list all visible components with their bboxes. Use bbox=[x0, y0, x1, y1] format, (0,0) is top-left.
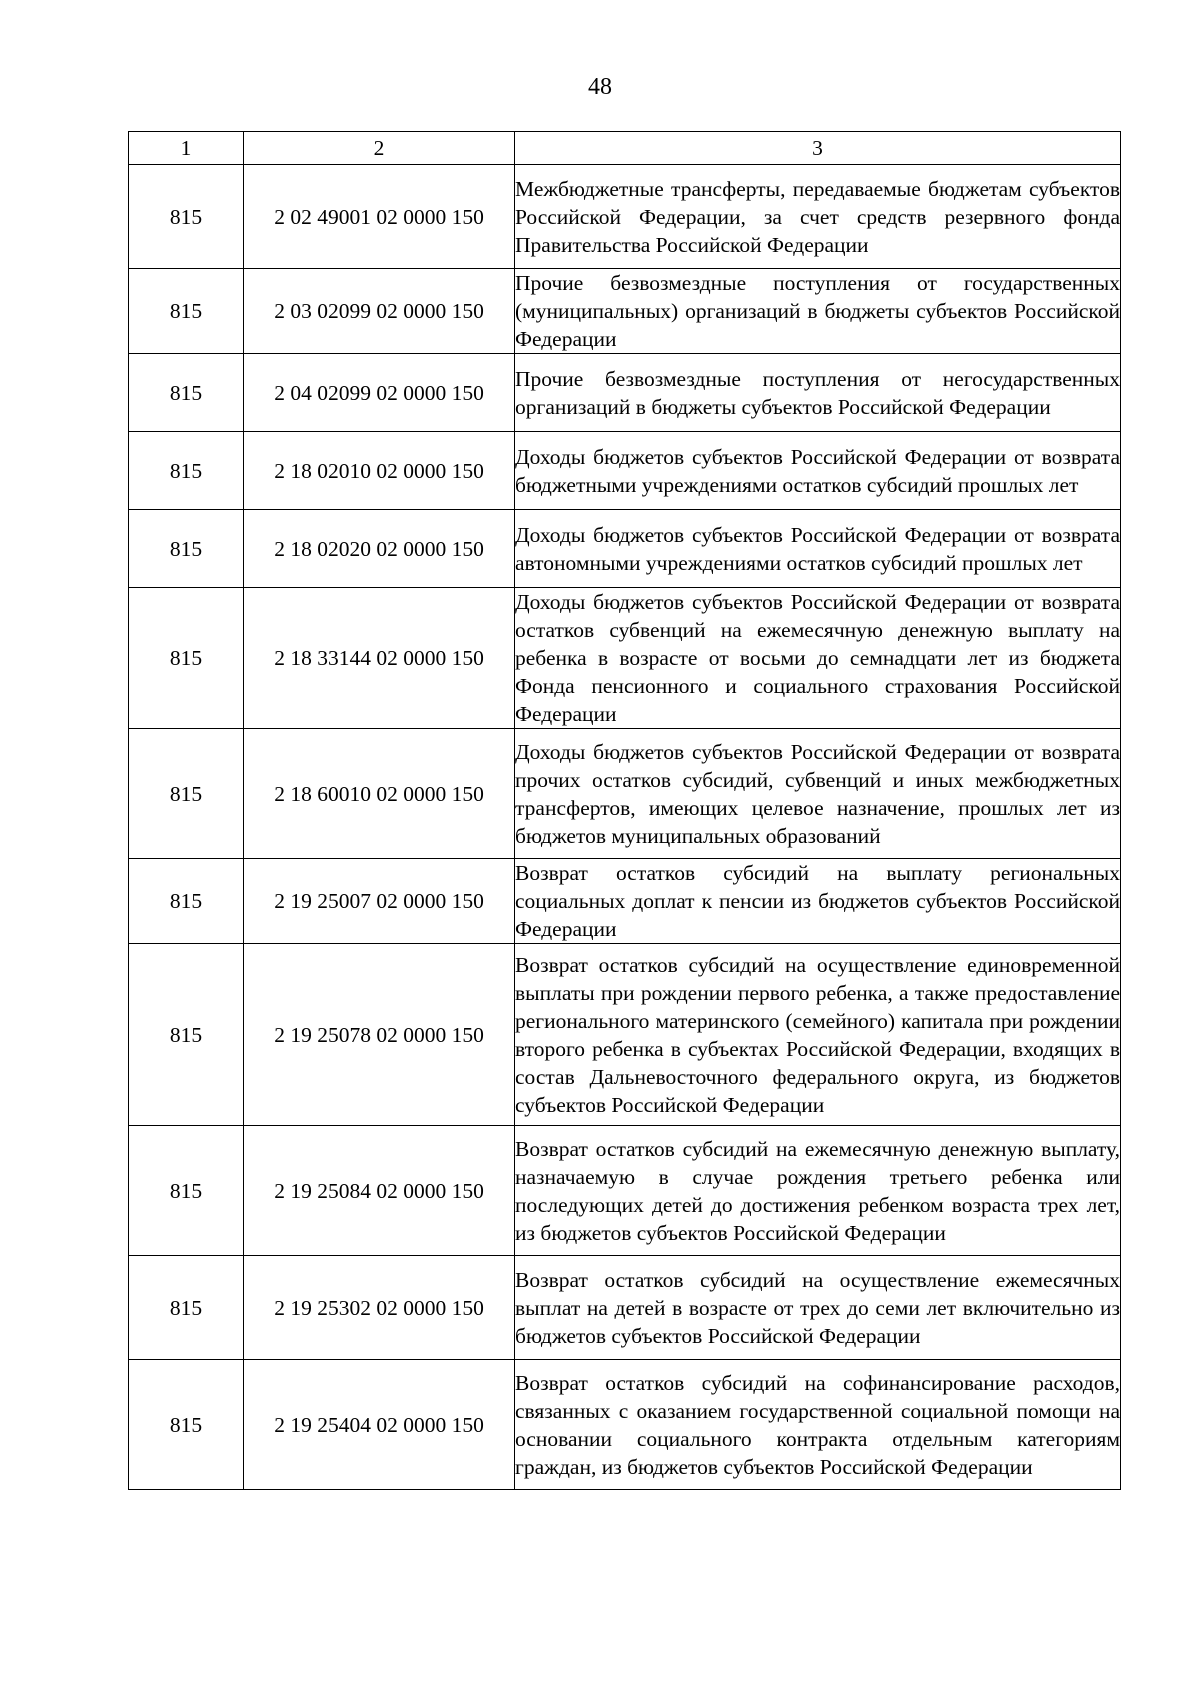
budget-code-cell: 2 02 49001 02 0000 150 bbox=[244, 165, 515, 269]
description-cell: Доходы бюджетов субъектов Российской Федерации от возврата прочих остатков субсидий, субвенций и иных межбюджетных трансфертов, имеющих целевое назначение, прошлых лет из бюджетов муниципальных образований bbox=[515, 729, 1121, 859]
budget-code-cell: 2 19 25007 02 0000 150 bbox=[244, 859, 515, 944]
budget-code-cell: 2 19 25302 02 0000 150 bbox=[244, 1256, 515, 1360]
table-row bbox=[129, 1360, 1121, 1490]
table-header-row bbox=[129, 132, 1121, 165]
admin-code-cell: 815 bbox=[129, 1360, 244, 1490]
description-cell: Межбюджетные трансферты, передаваемые бюджетам субъектов Российской Федерации, за счет средств резервного фонда Правительства Российской Федерации bbox=[515, 165, 1121, 269]
table-row bbox=[129, 432, 1121, 510]
table-row bbox=[129, 510, 1121, 588]
table-row bbox=[129, 859, 1121, 944]
budget-code-cell: 2 04 02099 02 0000 150 bbox=[244, 354, 515, 432]
table-row bbox=[129, 729, 1121, 859]
description-cell: Доходы бюджетов субъектов Российской Федерации от возврата остатков субвенций на ежемесячную денежную выплату на ребенка в возрасте от восьми до семнадцати лет из бюджета Фонда пенсионного и социального страхования Российской Федерации bbox=[515, 588, 1121, 729]
admin-code-cell: 815 bbox=[129, 859, 244, 944]
admin-code-cell: 815 bbox=[129, 1256, 244, 1360]
description-cell: Возврат остатков субсидий на осуществление ежемесячных выплат на детей в возрасте от трех до семи лет включительно из бюджетов субъектов Российской Федерации bbox=[515, 1256, 1121, 1360]
budget-code-cell: 2 19 25084 02 0000 150 bbox=[244, 1126, 515, 1256]
table-row bbox=[129, 944, 1121, 1126]
table-row bbox=[129, 1256, 1121, 1360]
description-cell: Возврат остатков субсидий на выплату региональных социальных доплат к пенсии из бюджетов субъектов Российской Федерации bbox=[515, 859, 1121, 944]
budget-codes-table bbox=[128, 131, 1121, 1490]
column-header-1: 1 bbox=[129, 132, 244, 165]
description-cell: Доходы бюджетов субъектов Российской Федерации от возврата автономными учреждениями остатков субсидий прошлых лет bbox=[515, 510, 1121, 588]
admin-code-cell: 815 bbox=[129, 269, 244, 354]
table-row bbox=[129, 354, 1121, 432]
page-number: 48 bbox=[588, 74, 612, 100]
admin-code-cell: 815 bbox=[129, 588, 244, 729]
budget-code-cell: 2 03 02099 02 0000 150 bbox=[244, 269, 515, 354]
budget-code-cell: 2 19 25078 02 0000 150 bbox=[244, 944, 515, 1126]
table-row bbox=[129, 269, 1121, 354]
budget-code-cell: 2 19 25404 02 0000 150 bbox=[244, 1360, 515, 1490]
admin-code-cell: 815 bbox=[129, 510, 244, 588]
admin-code-cell: 815 bbox=[129, 354, 244, 432]
description-cell: Возврат остатков субсидий на софинансирование расходов, связанных с оказанием государственной социальной помощи на основании социального контракта отдельным категориям граждан, из бюджетов субъектов Российской Федерации bbox=[515, 1360, 1121, 1490]
description-cell: Доходы бюджетов субъектов Российской Федерации от возврата бюджетными учреждениями остатков субсидий прошлых лет bbox=[515, 432, 1121, 510]
admin-code-cell: 815 bbox=[129, 1126, 244, 1256]
budget-code-cell: 2 18 02020 02 0000 150 bbox=[244, 510, 515, 588]
description-cell: Прочие безвозмездные поступления от негосударственных организаций в бюджеты субъектов Российской Федерации bbox=[515, 354, 1121, 432]
table-body bbox=[129, 165, 1121, 1490]
admin-code-cell: 815 bbox=[129, 944, 244, 1126]
description-cell: Возврат остатков субсидий на ежемесячную денежную выплату, назначаемую в случае рождения третьего ребенка или последующих детей до достижения ребенком возраста трех лет, из бюджетов субъектов Российской Федерации bbox=[515, 1126, 1121, 1256]
admin-code-cell: 815 bbox=[129, 165, 244, 269]
description-cell: Возврат остатков субсидий на осуществление единовременной выплаты при рождении первого ребенка, а также предоставление регионального материнского (семейного) капитала при рождении второго ребенка в субъектах Российской Федерации, входящих в состав Дальневосточного федерального округа, из бюджетов субъектов Российской Федерации bbox=[515, 944, 1121, 1126]
table-row bbox=[129, 588, 1121, 729]
column-header-3: 3 bbox=[515, 132, 1121, 165]
column-header-2: 2 bbox=[244, 132, 515, 165]
table-header bbox=[129, 132, 1121, 165]
admin-code-cell: 815 bbox=[129, 432, 244, 510]
budget-code-cell: 2 18 33144 02 0000 150 bbox=[244, 588, 515, 729]
description-cell: Прочие безвозмездные поступления от государственных (муниципальных) организаций в бюджеты субъектов Российской Федерации bbox=[515, 269, 1121, 354]
admin-code-cell: 815 bbox=[129, 729, 244, 859]
table-row bbox=[129, 165, 1121, 269]
budget-code-cell: 2 18 60010 02 0000 150 bbox=[244, 729, 515, 859]
table-row bbox=[129, 1126, 1121, 1256]
budget-code-cell: 2 18 02010 02 0000 150 bbox=[244, 432, 515, 510]
